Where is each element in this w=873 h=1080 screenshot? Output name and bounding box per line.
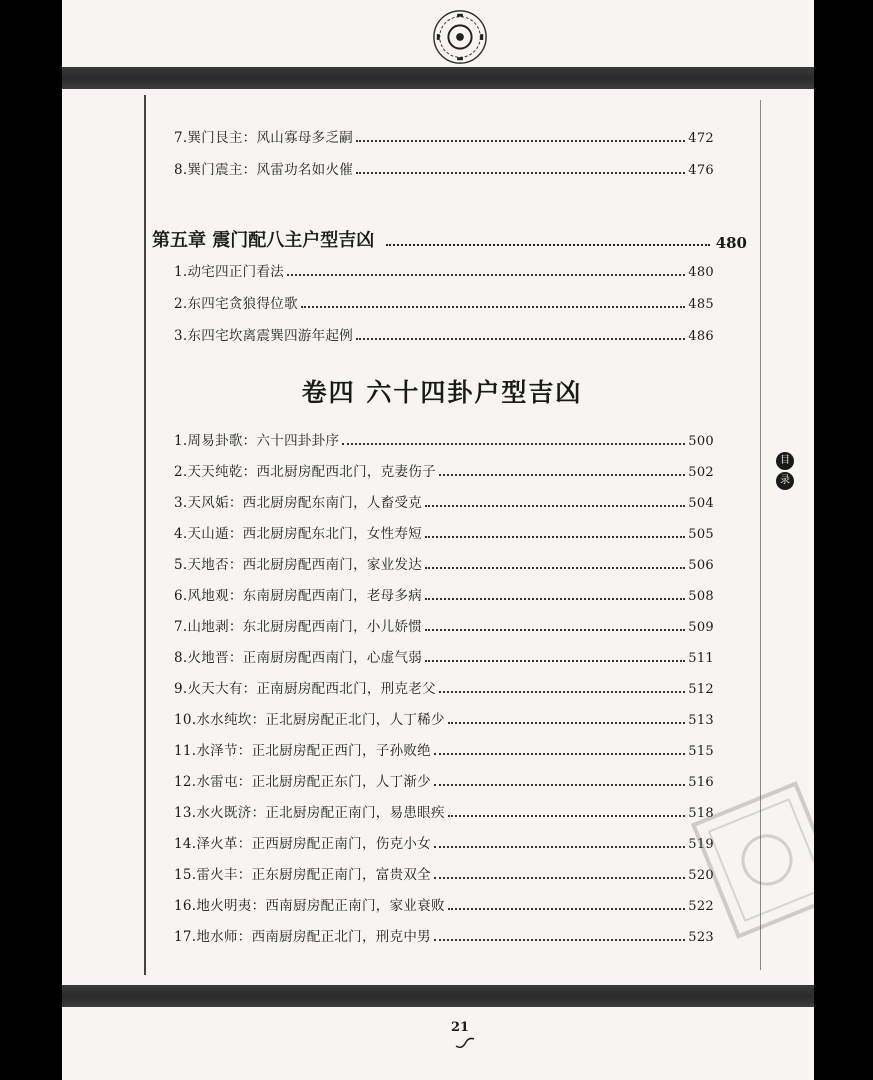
toc-item[interactable] [174,456,714,480]
toc-item[interactable] [174,766,714,790]
toc-item[interactable] [174,611,714,635]
toc-item[interactable] [174,122,714,146]
leader-dots [356,337,685,340]
toc-item-page: 522 [688,899,714,914]
leader-dots [434,752,685,755]
toc-item-title: 5.天地否：西北厨房配西南门，家业发达 [174,557,423,573]
chapter-page: 480 [715,234,747,252]
toc-item[interactable] [174,518,714,542]
leader-dots [439,473,685,476]
bagua-emblem-icon [431,8,489,66]
toc-item[interactable] [174,642,714,666]
toc-item[interactable] [174,154,714,178]
toc-item[interactable] [174,704,714,728]
leader-dots [342,442,685,445]
toc-item-title: 16.地火明夷：西南厨房配正南门，家业衰败 [174,898,445,914]
leader-dots [425,535,685,538]
toc-item-title: 1.动宅四正门看法 [174,264,285,280]
toc-item[interactable] [174,735,714,759]
leader-dots [434,938,685,941]
leader-dots [439,690,685,693]
toc-item[interactable] [174,921,714,945]
toc-item-page: 519 [688,837,714,852]
toc-item[interactable] [174,859,714,883]
toc-item[interactable] [174,828,714,852]
toc-item-page: 516 [688,775,714,790]
toc-item-title: 8.巽门震主：风雷功名如火催 [174,162,354,178]
leader-dots [356,139,685,142]
leader-dots [434,783,685,786]
toc-item-page: 500 [688,434,714,449]
toc-item[interactable] [174,288,714,312]
toc-item-title: 9.火天大有：正南厨房配西北门，刑克老父 [174,681,436,697]
toc-item-title: 4.天山遁：西北厨房配东北门，女性寿短 [174,526,423,542]
leader-dots [448,814,686,817]
toc-item[interactable] [174,256,714,280]
toc-item-page: 509 [688,620,714,635]
toc-item-title: 15.雷火丰：正东厨房配正南门，富贵双全 [174,867,431,883]
toc-item-title: 2.东四宅贪狼得位歌 [174,296,298,312]
leader-dots [301,305,685,308]
toc-item[interactable] [174,580,714,604]
page-number: 21 [450,1020,470,1035]
leader-dots [425,597,685,600]
leader-dots [434,876,685,879]
toc-item-page: 505 [688,527,714,542]
side-tab-char: 录 [776,472,794,490]
toc-item-page: 476 [688,163,714,178]
toc-item-title: 17.地水师：西南厨房配正北门，刑克中男 [174,929,431,945]
toc-item[interactable] [174,549,714,573]
toc-item-title: 11.水泽节：正北厨房配正西门，子孙败绝 [174,743,431,759]
toc-item[interactable] [174,890,714,914]
toc-item-page: 515 [688,744,714,759]
bottom-band [62,985,814,1007]
toc-item-page: 513 [688,713,714,728]
toc-item-page: 520 [688,868,714,883]
toc-item-title: 7.巽门艮主：风山寡母多乏嗣 [174,130,354,146]
toc-item-title: 1.周易卦歌：六十四卦卦序 [174,433,340,449]
toc-item[interactable] [174,425,714,449]
toc-item-title: 7.山地剥：东北厨房配西南门，小儿娇惯 [174,619,423,635]
toc-item-title: 3.东四宅坎离震巽四游年起例 [174,328,354,344]
toc-item-page: 506 [688,558,714,573]
toc-item-title: 14.泽火革：正西厨房配正南门，伤克小女 [174,836,431,852]
toc-item-title: 10.水水纯坎：正北厨房配正北门，人丁稀少 [174,712,445,728]
toc-item[interactable] [174,797,714,821]
toc-item-page: 480 [688,265,714,280]
toc-item-page: 523 [688,930,714,945]
leader-dots [425,628,685,631]
leader-dots [448,907,686,910]
leader-dots [425,566,685,569]
chapter-title: 第五章 震门配八主户型吉凶 [152,230,375,251]
toc-item-page: 511 [688,651,714,666]
side-tab-char: 目 [776,452,794,470]
toc-item-page: 502 [688,465,714,480]
toc-item-title: 2.天天纯乾：西北厨房配西北门，克妻伤子 [174,464,436,480]
toc-item[interactable] [174,320,714,344]
top-band [62,67,814,89]
side-tab-contents [774,452,796,492]
leader-dots [434,845,685,848]
toc-item-page: 508 [688,589,714,604]
chapter-heading[interactable] [152,224,747,252]
leader-dots [425,659,685,662]
toc-item-title: 12.水雷屯：正北厨房配正东门，人丁渐少 [174,774,431,790]
leader-dots [448,721,686,724]
toc-item-page: 486 [688,329,714,344]
volume-title: 卷四 六十四卦户型吉凶 [301,378,583,407]
book-page [62,0,814,1080]
toc-item-page: 504 [688,496,714,511]
flourish-icon [454,1036,476,1050]
toc-item-page: 472 [688,131,714,146]
toc-item-title: 13.水火既济：正北厨房配正南门，易患眼疾 [174,805,445,821]
toc-item-title: 3.天风姤：西北厨房配东南门，人畜受克 [174,495,423,511]
frame-left-rule [144,95,146,975]
leader-dots [356,171,685,174]
leader-dots [287,273,685,276]
toc-item-title: 8.火地晋：正南厨房配西南门，心虚气弱 [174,650,423,666]
toc-item[interactable] [174,673,714,697]
toc-item-title: 6.风地观：东南厨房配西南门，老母多病 [174,588,423,604]
toc-item-page: 518 [688,806,714,821]
leader-dots [425,504,685,507]
toc-item[interactable] [174,487,714,511]
toc-item-page: 485 [688,297,714,312]
toc-item-page: 512 [688,682,714,697]
leader-dots [386,243,709,246]
